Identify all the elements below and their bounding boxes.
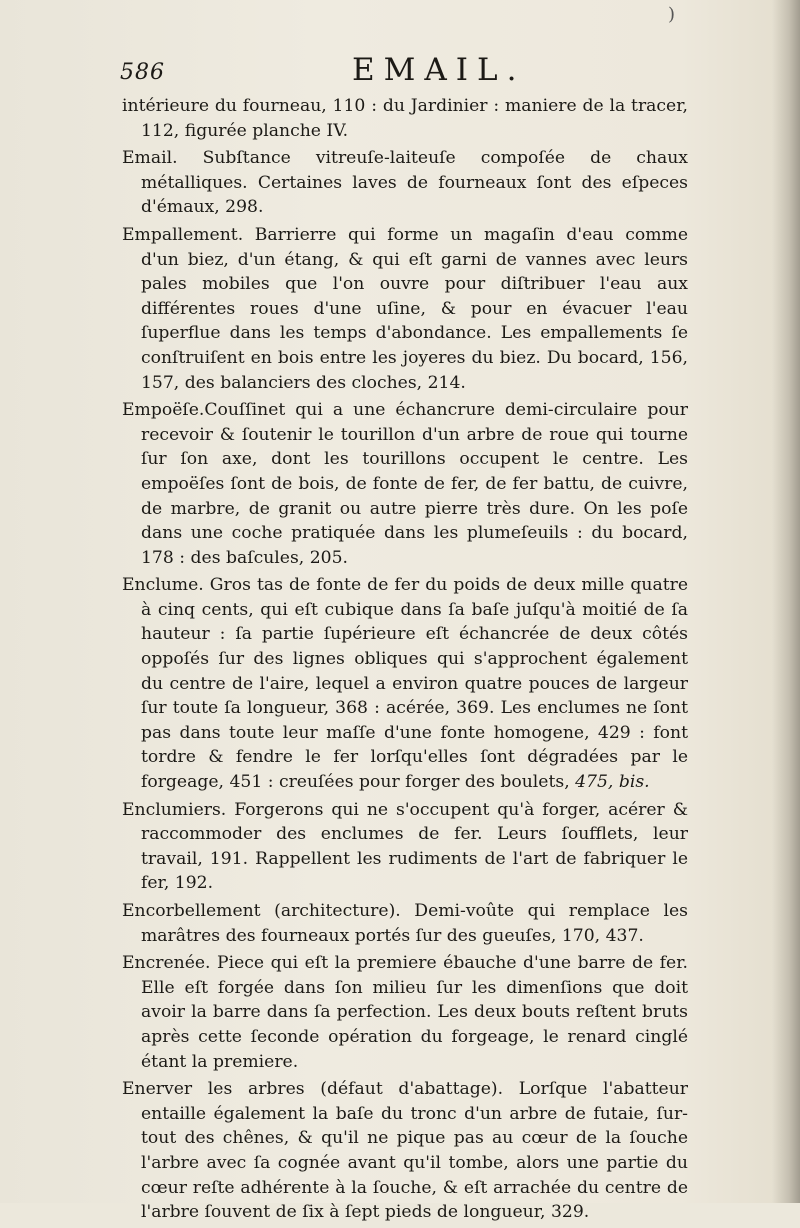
entry-text: Empoëſe.Couſſinet qui a une échancrure demi-circulaire pour recevoir & ſoutenir le tourillon d'un arbre de roue qui tourne ſur ſon axe, dont les tourillons occupent le centre. Les empoëſes ſont de bois, de fonte de fer, de fer battu, de cuivre, de marbre, de granit ou autre pierre très dure. On les poſe dans une coche pratiquée dans les plumeſeuils : du bocard, 178 : des baſcules, 205. (122, 400, 688, 568)
page-number: 586 (120, 60, 165, 85)
running-title: EMAIL. (352, 52, 526, 88)
index-entry (122, 573, 688, 794)
index-entry (122, 951, 688, 1074)
entry-text: Encorbellement (architecture). Demi-voûte qui remplace les marâtres des fourneaux portés ſur des gueuſes, 170, 437. (122, 901, 688, 946)
page-edge-shadow (772, 0, 800, 1203)
corner-mark: ) (667, 4, 675, 25)
index-entry (122, 899, 688, 948)
index-entry (122, 94, 688, 143)
index-entry (122, 798, 688, 896)
entry-text: intérieure du fourneau, 110 : du Jardinier : maniere de la tracer, 112, figurée planche IV. (122, 96, 688, 141)
entry-tail: 475, bis. (575, 772, 650, 793)
index-entry (122, 223, 688, 395)
entry-text: Enerver les arbres (défaut d'abattage). Lorſque l'abatteur entaille également la baſe du tronc d'un arbre de futaie, ſur-tout des chênes, & qu'il ne pique pas au cœur de la ſouche l'arbre avec ſa cognée avant qu'il tombe, alors une partie du cœur reſte adhérente à la ſouche, & eſt arrachée du centre de l'arbre ſouvent de ſix à ſept pieds de longueur, 329. (122, 1079, 688, 1223)
entry-text: Email. Subſtance vitreuſe-laiteuſe compoſée de chaux métalliques. Certaines laves de fourneaux ſont des eſpeces d'émaux, 298. (122, 148, 688, 218)
entry-text: Empallement. Barrierre qui forme un magaſin d'eau comme d'un biez, d'un étang, & qui eſt garni de vannes avec leurs pales mobiles que l'on ouvre pour diſtribuer l'eau aux différentes roues d'une uſine, & pour en évacuer l'eau ſuperflue dans les temps d'abondance. Les empallements ſe conſtruiſent en bois entre les joyeres du biez. Du bocard, 156, 157, des balanciers des cloches, 214. (122, 224, 688, 393)
entry-text: Enclume. Gros tas de fonte de fer du poids de deux mille quatre à cinq cents, qui eſt cubique dans ſa baſe juſqu'à moitié de ſa hauteur : ſa partie ſupérieure eſt échancrée de deux côtés oppoſés ſur des lignes obliques qui s'approchent également du centre de l'aire, lequel a environ quatre pouces de largeur ſur toute ſa longueur, 368 : acérée, 369. Les enclumes ne ſont pas dans toute leur maſſe d'une fonte homogene, 429 : font tordre & fendre le fer lorſqu'elles ſont dégradées par le forgeage, 451 : creuſées pour forger des boulets, (122, 575, 688, 793)
entry-text: Encrenée. Piece qui eſt la premiere ébauche d'une barre de fer. Elle eſt forgée dans ſon milieu ſur les dimenſions que doit avoir la barre dans ſa perfection. Les deux bouts reſtent bruts après cette ſeconde opération du forgeage, le renard cinglé étant la premiere. (122, 953, 688, 1072)
index-entry (122, 398, 688, 570)
index-entry (122, 146, 688, 220)
index-entries (122, 94, 688, 1228)
page-header (120, 52, 680, 92)
entry-text: Enclumiers. Forgerons qui ne s'occupent qu'à forger, acérer & raccommoder des enclumes de fer. Leurs ſoufflets, leur travail, 191. Rappellent les rudiments de l'art de fabriquer le fer, 192. (122, 799, 688, 894)
